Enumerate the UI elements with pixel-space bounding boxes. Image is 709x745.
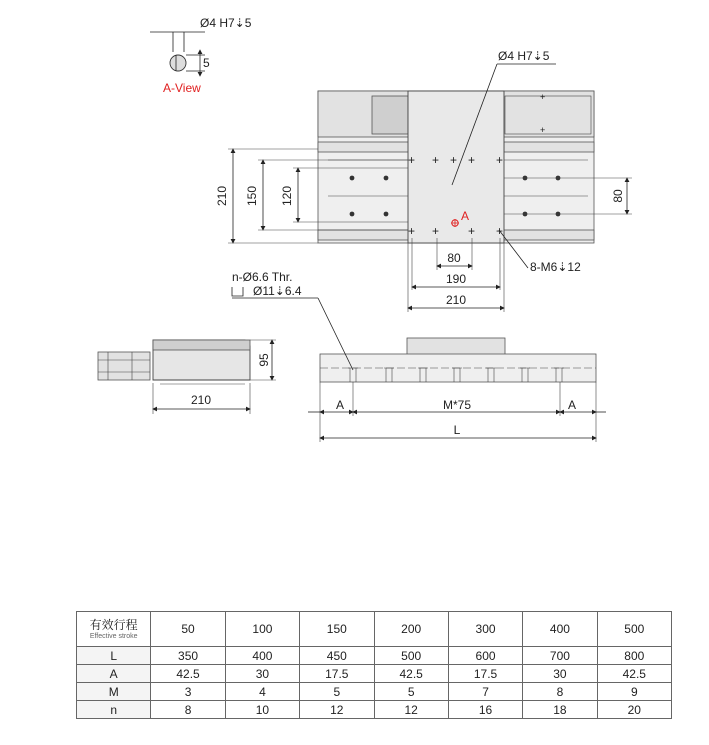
svg-text:+: + — [468, 153, 476, 167]
table-cell: 800 — [597, 647, 671, 665]
mark-a: A — [461, 209, 470, 223]
dim-95: 95 — [257, 353, 271, 367]
screw-hole — [350, 176, 355, 181]
svg-text:+: + — [468, 224, 476, 238]
table-cell: 450 — [300, 647, 374, 665]
table-cell: 3 — [151, 683, 225, 701]
svg-text:+: + — [540, 92, 546, 102]
table-cell: 17.5 — [300, 665, 374, 683]
dim-m75: M*75 — [442, 398, 472, 412]
dim-80-bottom: 80 — [447, 251, 461, 265]
table-cell: 600 — [448, 647, 522, 665]
table-cell: 30 — [523, 665, 597, 683]
thread-label: 8-M6⇣12 — [530, 260, 581, 274]
table-cell: 7 — [448, 683, 522, 701]
dim-210-side: 210 — [190, 393, 212, 407]
dim-210-vertical: 210 — [215, 185, 229, 207]
table-cell: 20 — [597, 701, 671, 719]
dim-l: L — [453, 423, 461, 437]
screw-hole — [350, 212, 355, 217]
counterbore-label: Ø11⇣6.4 — [253, 284, 302, 298]
table-row — [77, 665, 672, 683]
thru-hole-label: n-Ø6.6 Thr. — [232, 270, 293, 284]
row-label: L — [77, 647, 151, 665]
table-cell: 350 — [151, 647, 225, 665]
rail-right-bottom — [504, 230, 594, 240]
svg-text:+: + — [408, 153, 416, 167]
front-view — [232, 270, 606, 442]
svg-text:+: + — [432, 224, 440, 238]
stroke-header: 100 — [225, 612, 299, 647]
svg-text:+: + — [540, 125, 546, 135]
rail-left-bottom — [318, 230, 414, 240]
front-carriage — [407, 338, 505, 356]
pin-hole-circle — [170, 55, 186, 71]
row-label: n — [77, 701, 151, 719]
stroke-header: 400 — [523, 612, 597, 647]
table-cell: 400 — [225, 647, 299, 665]
svg-text:+: + — [496, 224, 504, 238]
header-cn: 有效行程 — [89, 617, 138, 632]
svg-text:+: + — [408, 224, 416, 238]
motor-block — [372, 96, 408, 134]
motor-end — [98, 352, 150, 380]
table-cell: 16 — [448, 701, 522, 719]
stroke-header: 150 — [300, 612, 374, 647]
stroke-header: 500 — [597, 612, 671, 647]
table-row — [77, 647, 672, 665]
svg-text:+: + — [450, 153, 458, 167]
row-label: A — [77, 665, 151, 683]
table-cell: 10 — [225, 701, 299, 719]
table-row — [77, 701, 672, 719]
table-cell: 5 — [374, 683, 448, 701]
table-cell: 500 — [374, 647, 448, 665]
a-view-detail — [150, 16, 252, 95]
table-row — [77, 683, 672, 701]
stroke-spec-table — [76, 611, 672, 719]
dim-a-right: A — [567, 398, 577, 412]
side-view — [98, 340, 276, 414]
table-cell: 30 — [225, 665, 299, 683]
svg-text:+: + — [432, 153, 440, 167]
table-cell: 4 — [225, 683, 299, 701]
a-view-title: A-View — [163, 81, 201, 95]
dim-a-left: A — [335, 398, 345, 412]
table-cell: 42.5 — [374, 665, 448, 683]
table-cell: 5 — [300, 683, 374, 701]
table-cell: 42.5 — [597, 665, 671, 683]
table-cell: 12 — [300, 701, 374, 719]
table-header-row — [77, 612, 672, 647]
stroke-header: 300 — [448, 612, 522, 647]
header-stroke-cell — [77, 612, 151, 647]
table-cell: 42.5 — [151, 665, 225, 683]
header-en: Effective stroke — [89, 632, 138, 640]
counterbore-icon — [232, 287, 243, 296]
side-carriage-top — [153, 340, 250, 350]
table-cell: 18 — [523, 701, 597, 719]
dim-80-right: 80 — [611, 189, 625, 203]
table-cell: 8 — [523, 683, 597, 701]
table-cell: 9 — [597, 683, 671, 701]
a-view-hole-label: Ø4 H7⇣5 — [200, 16, 252, 30]
table-cell: 8 — [151, 701, 225, 719]
stroke-header: 50 — [151, 612, 225, 647]
dim-190: 190 — [445, 272, 467, 286]
table-cell: 700 — [523, 647, 597, 665]
stroke-header: 200 — [374, 612, 448, 647]
table-cell: 17.5 — [448, 665, 522, 683]
rail-left-top — [318, 142, 414, 152]
dim-120: 120 — [280, 185, 294, 207]
svg-text:+: + — [496, 153, 504, 167]
rail-right-top — [504, 142, 594, 152]
screw-hole — [384, 212, 389, 217]
dim-5-label: 5 — [203, 56, 210, 70]
table-cell: 12 — [374, 701, 448, 719]
dim-210-bottom: 210 — [445, 293, 467, 307]
screw-hole — [384, 176, 389, 181]
row-label: M — [77, 683, 151, 701]
dim-150: 150 — [245, 185, 259, 207]
top-view-hole-label: Ø4 H7⇣5 — [498, 49, 550, 63]
